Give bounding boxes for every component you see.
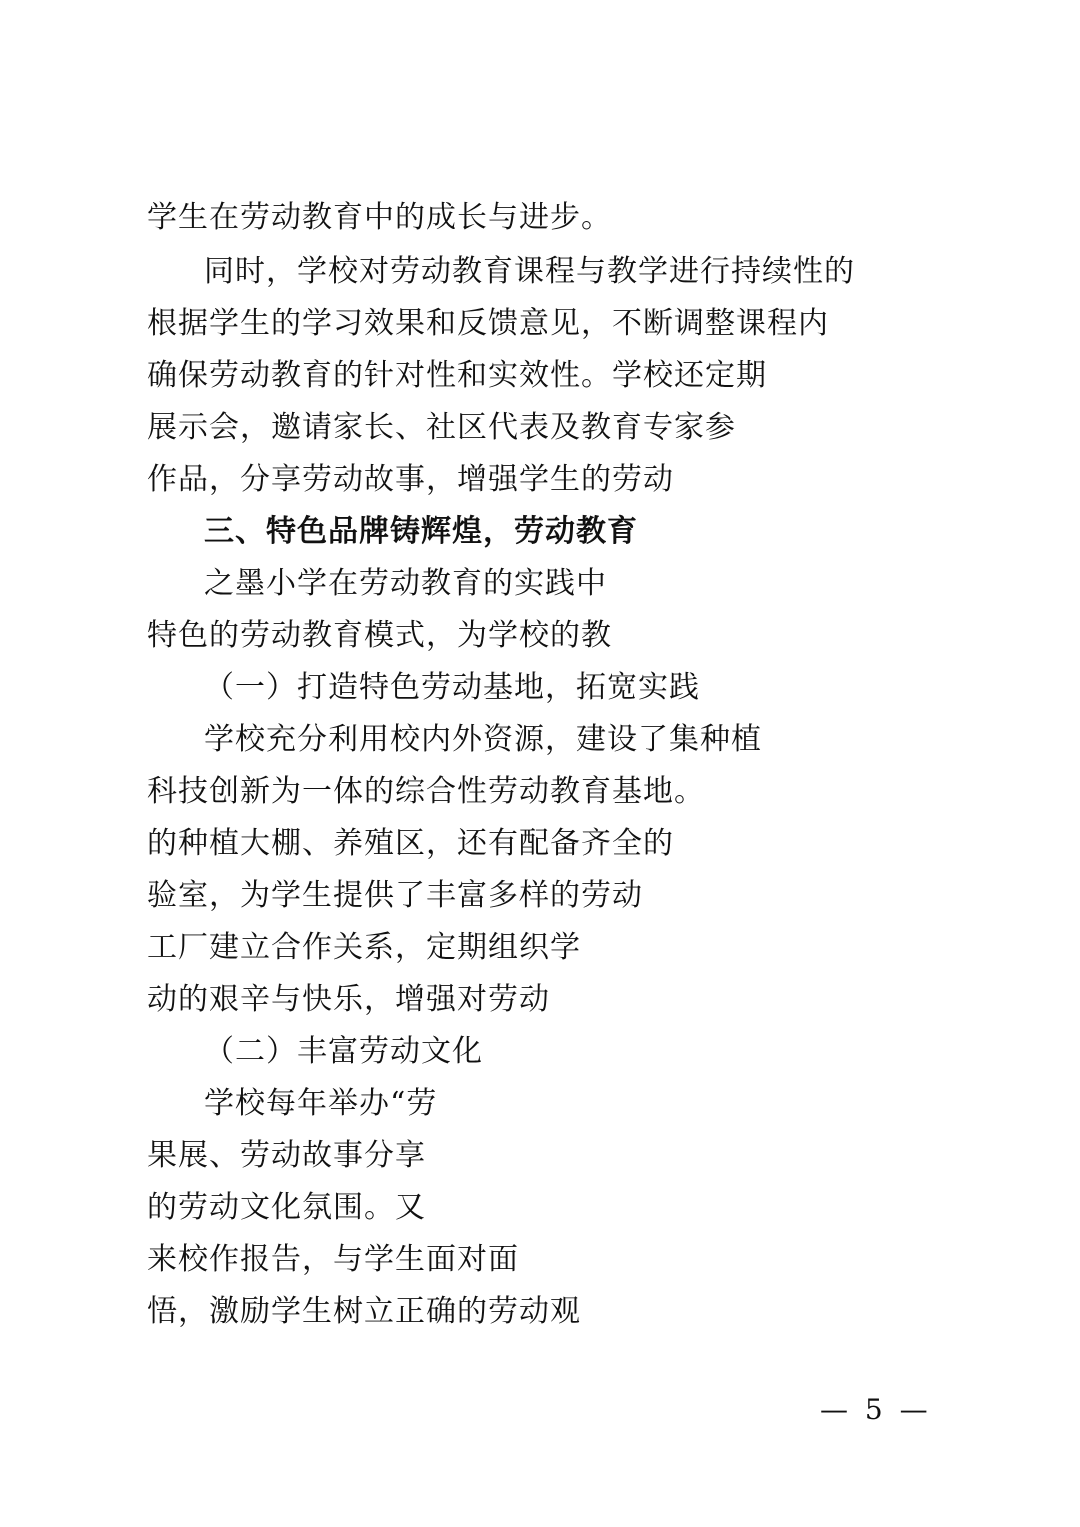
body-text-line: 根据学生的学习效果和反馈意见，不断调整课程内	[147, 306, 829, 341]
paragraph-start-line: 之墨小学在劳动教育的实践中	[204, 566, 607, 601]
body-text-line: 来校作报告，与学生面对面	[147, 1242, 519, 1277]
paragraph-start-line: 同时，学校对劳动教育课程与教学进行持续性的	[204, 254, 855, 289]
subsection-heading: （二）丰富劳动文化	[204, 1034, 483, 1069]
body-text-line: 悟，激励学生树立正确的劳动观	[147, 1294, 581, 1329]
body-text-line: 特色的劳动教育模式，为学校的教	[147, 618, 612, 653]
paragraph-start-line: 学校每年举办“劳	[204, 1086, 438, 1121]
body-text-line: 验室，为学生提供了丰富多样的劳动	[147, 878, 643, 913]
body-text-line: 果展、劳动故事分享	[147, 1138, 426, 1173]
body-text-line: 工厂建立合作关系，定期组织学	[147, 930, 581, 965]
body-text-line: 确保劳动教育的针对性和实效性。学校还定期	[147, 358, 767, 393]
body-text-line: 展示会，邀请家长、社区代表及教育专家参	[147, 410, 736, 445]
section-heading: 三、特色品牌铸辉煌，劳动教育	[204, 514, 638, 549]
body-text-line: 学生在劳动教育中的成长与进步。	[147, 200, 612, 235]
page-number: — 5 —	[820, 1393, 932, 1426]
body-text-line: 作品，分享劳动故事，增强学生的劳动	[147, 462, 674, 497]
body-text-line: 动的艰辛与快乐，增强对劳动	[147, 982, 550, 1017]
body-text-line: 科技创新为一体的综合性劳动教育基地。	[147, 774, 705, 809]
body-text-line: 的种植大棚、养殖区，还有配备齐全的	[147, 826, 674, 861]
body-text-line: 的劳动文化氛围。又	[147, 1190, 426, 1225]
paragraph-start-line: 学校充分利用校内外资源，建设了集种植	[204, 722, 762, 757]
subsection-heading: （一）打造特色劳动基地，拓宽实践	[204, 670, 700, 705]
